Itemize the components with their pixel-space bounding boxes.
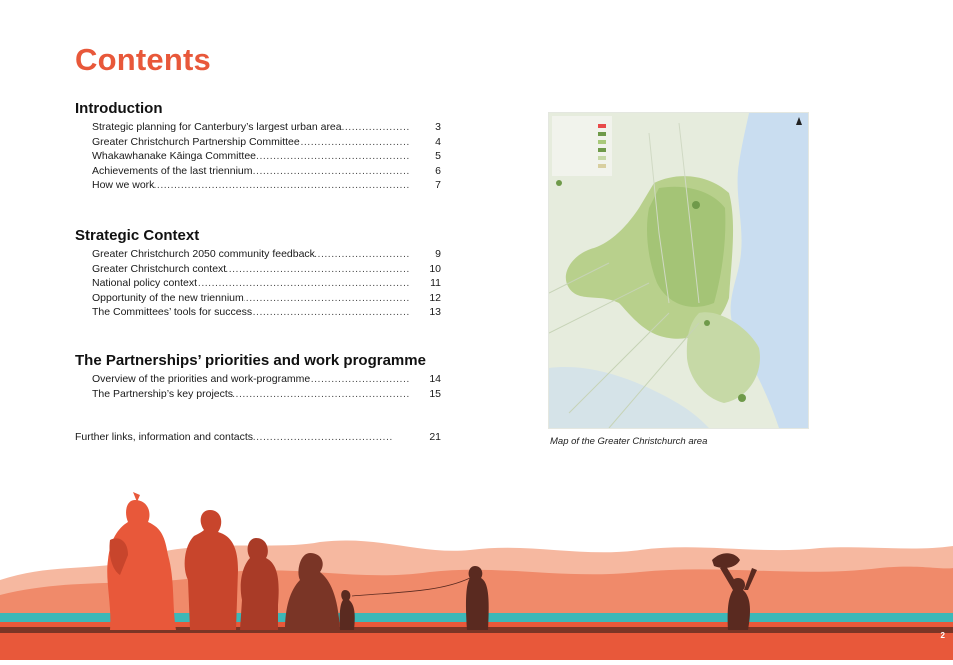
toc-entry-page: 7 — [435, 179, 441, 192]
toc-further-links — [75, 430, 455, 445]
map-reserve-marker — [738, 394, 746, 402]
toc-entry-label: Whakawhanake Kāinga Committee — [92, 150, 257, 163]
page-title: Contents — [75, 42, 211, 77]
toc-section-strategic-context — [75, 227, 455, 320]
section-heading: The Partnerships’ priorities and work programme — [75, 352, 426, 369]
map-reserve-marker — [556, 180, 562, 186]
toc-section-priorities — [75, 352, 455, 401]
greater-christchurch-map — [548, 112, 809, 429]
toc-entry-page: 11 — [430, 277, 441, 290]
toc-entry[interactable] — [75, 372, 455, 387]
toc-entry-label: Strategic planning for Canterbury’s largest urban area — [92, 121, 342, 133]
toc-entry-label: The Committees’ tools for success — [92, 306, 253, 319]
section-heading: Introduction — [75, 100, 163, 117]
toc-entry[interactable] — [75, 120, 455, 135]
toc-entry-page: 4 — [435, 135, 441, 148]
toc-entry[interactable] — [75, 276, 455, 291]
toc-entry-page: 3 — [435, 121, 441, 133]
toc-section-introduction — [75, 100, 455, 193]
toc-entry-label: Greater Christchurch Partnership Committee — [92, 135, 300, 148]
toc-entry[interactable] — [75, 305, 455, 320]
toc-entry-page: 5 — [435, 150, 441, 163]
page-number: 2 — [940, 631, 945, 640]
toc-entry[interactable] — [75, 164, 455, 179]
map-reserve-marker — [704, 320, 710, 326]
toc-entry-label: National policy context — [92, 277, 198, 290]
map-caption: Map of the Greater Christchurch area — [550, 436, 708, 447]
map-reserve-marker — [692, 201, 700, 209]
toc-entry-page: 21 — [429, 431, 441, 443]
toc-entry-page: 6 — [435, 164, 441, 177]
toc-entry[interactable] — [75, 247, 455, 262]
toc-entry-page: 14 — [429, 373, 441, 385]
toc-entry-label: Achievements of the last triennium — [92, 164, 253, 177]
toc-entry-page: 15 — [429, 387, 441, 400]
section-heading: Strategic Context — [75, 227, 200, 244]
toc-entry-page: 13 — [429, 306, 441, 319]
toc-entry-page: 10 — [429, 262, 441, 275]
toc-entry[interactable] — [75, 135, 455, 150]
toc-entry-label: Greater Christchurch 2050 community feedback — [92, 248, 315, 260]
toc-entry-label: Opportunity of the new triennium — [92, 291, 244, 304]
toc-entry[interactable] — [75, 178, 455, 193]
toc-entry-label: Further links, information and contacts — [75, 431, 253, 443]
toc-entry-label: How we work — [92, 179, 155, 192]
toc-entry[interactable] — [75, 291, 455, 306]
toc-entry[interactable] — [75, 149, 455, 164]
toc-entry[interactable] — [75, 430, 455, 445]
toc-entry-label: Overview of the priorities and work-programme — [92, 373, 311, 385]
toc-entry-page: 9 — [435, 248, 441, 260]
landscape-illustration — [0, 480, 953, 660]
toc-entry-page: 12 — [429, 291, 441, 304]
toc-entry-label: Greater Christchurch context — [92, 262, 227, 275]
silhouette-man — [185, 510, 238, 630]
toc-entry[interactable] — [75, 387, 455, 402]
toc-entry-label: The Partnership’s key projects — [92, 387, 234, 400]
toc-entry[interactable] — [75, 262, 455, 277]
